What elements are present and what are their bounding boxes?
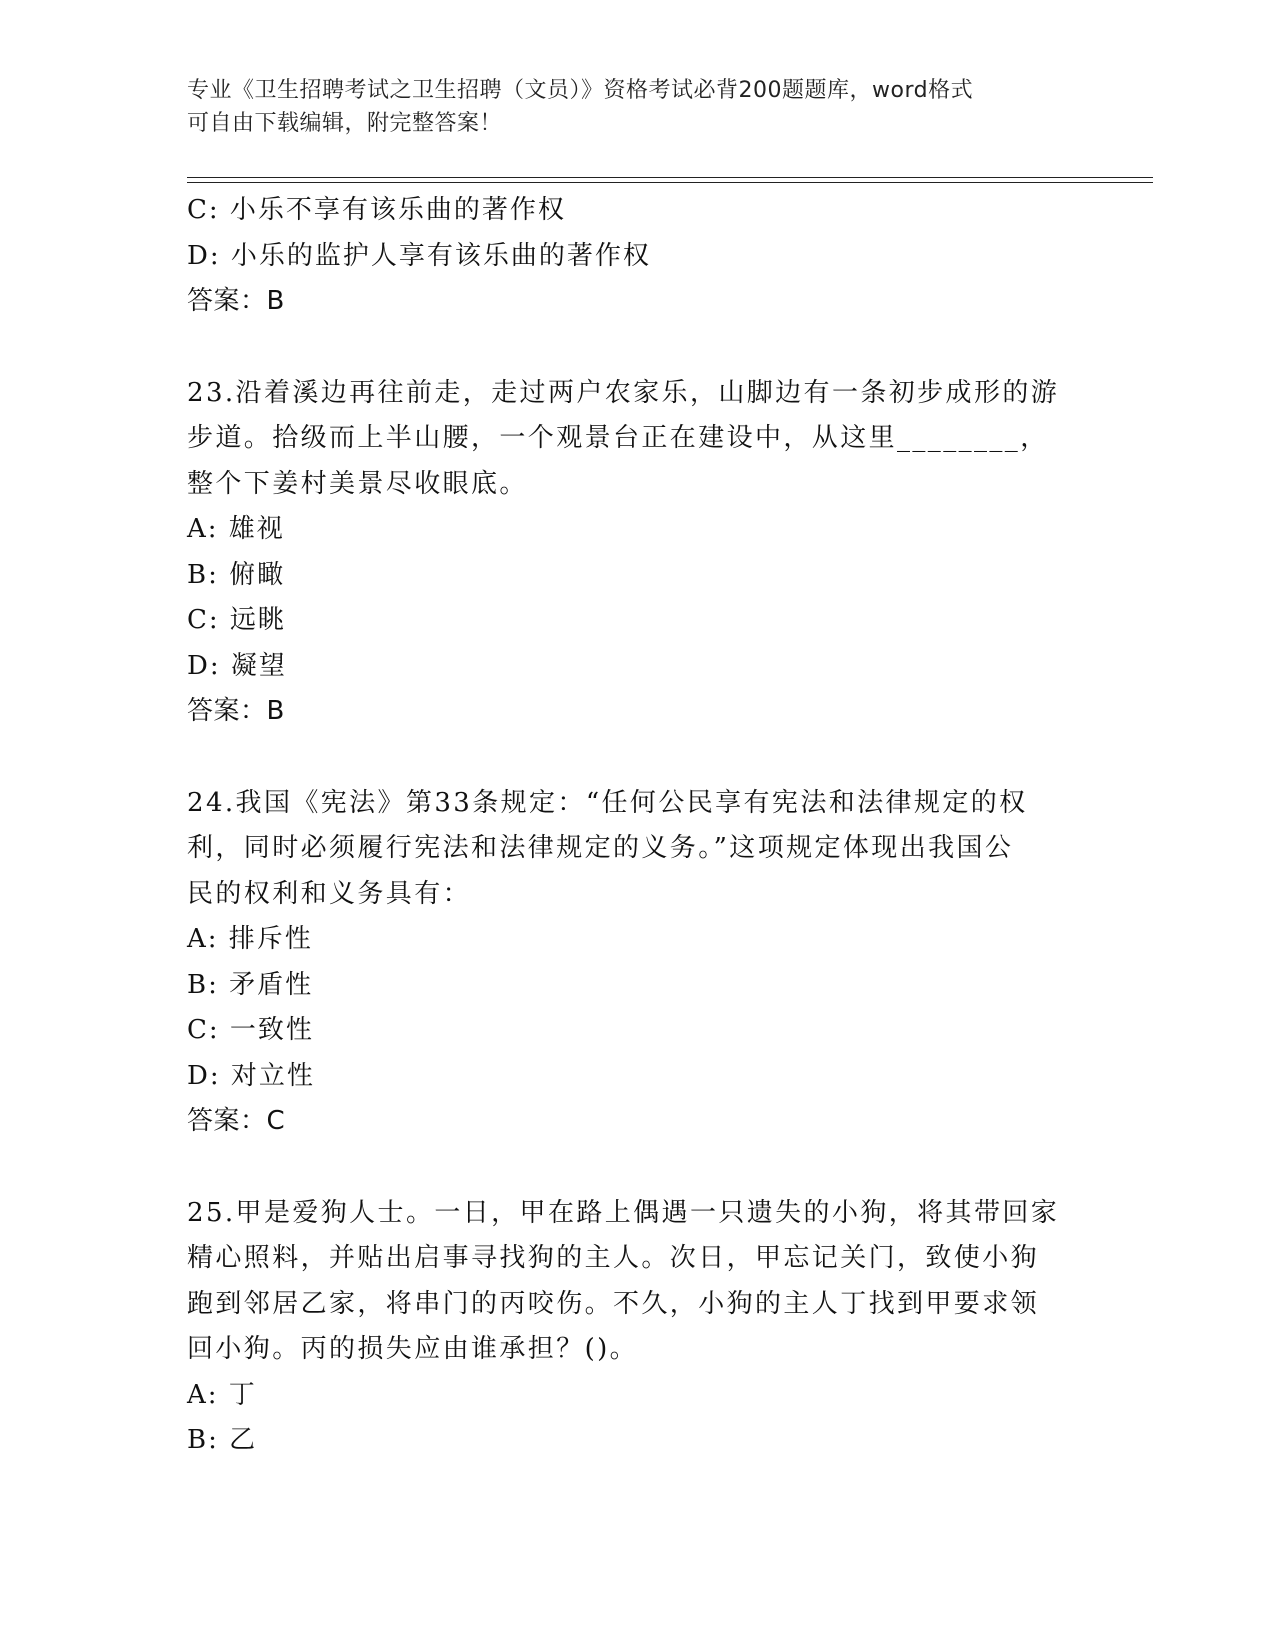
question-text-line: 23.沿着溪边再往前走，走过两户农家乐，山脚边有一条初步成形的游 (187, 377, 1060, 408)
question-text-line: 跑到邻居乙家，将串门的丙咬伤。不久，小狗的主人丁找到甲要求领 (187, 1288, 1040, 1319)
header-line-2: 可自由下载编辑，附完整答案！ (187, 111, 503, 136)
question-22-continuation (187, 188, 1087, 325)
question-text-line: 步道。拾级而上半山腰，一个观景台正在建设中，从这里________， (187, 423, 1049, 453)
question-text (187, 1191, 1087, 1373)
header-line-1: 专业《卫生招聘考试之卫生招聘（文员）》资格考试必背200题题库，word格式 (187, 78, 974, 103)
question-24 (187, 781, 1087, 1145)
option-d: D: 小乐的监护人享有该乐曲的著作权 (187, 240, 651, 271)
document-header (187, 74, 1067, 140)
question-text-line: 利，同时必须履行宪法和法律规定的义务。”这项规定体现出我国公 (187, 833, 1014, 863)
spacer (187, 325, 1087, 371)
option-b: B: 矛盾性 (187, 969, 314, 1000)
option-a: A: 雄视 (187, 514, 285, 544)
option-d: D: 对立性 (187, 1060, 315, 1091)
option-c: C: 一致性 (187, 1015, 314, 1045)
option-a: A: 排斥性 (187, 924, 313, 954)
question-text (187, 371, 1087, 508)
spacer (187, 735, 1087, 781)
answer-line: 答案：B (187, 286, 285, 316)
option-b: B: 俯瞰 (187, 559, 286, 590)
question-23 (187, 371, 1087, 735)
question-text (187, 781, 1087, 918)
spacer (187, 1145, 1087, 1191)
question-25 (187, 1191, 1087, 1464)
header-divider-bottom (187, 182, 1153, 183)
question-text-line: 整个下姜村美景尽收眼底。 (187, 468, 528, 499)
option-c: C: 小乐不享有该乐曲的著作权 (187, 195, 566, 225)
question-text-line: 25.甲是爱狗人士。一日，甲在路上偶遇一只遗失的小狗，将其带回家 (187, 1197, 1060, 1228)
answer-line: 答案：C (187, 1106, 286, 1136)
question-list (187, 188, 1087, 1464)
option-b: B: 乙 (187, 1425, 258, 1455)
answer-line: 答案：B (187, 696, 285, 726)
question-text-line: 回小狗。丙的损失应由谁承担？()。 (187, 1334, 639, 1364)
option-d: D: 凝望 (187, 650, 287, 681)
option-c: C: 远眺 (187, 605, 286, 635)
question-text-line: 精心照料，并贴出启事寻找狗的主人。次日，甲忘记关门，致使小狗 (187, 1243, 1040, 1273)
header-divider-top (187, 177, 1153, 178)
option-a: A: 丁 (187, 1379, 257, 1410)
question-text-line: 民的权利和义务具有： (187, 878, 472, 909)
question-text-line: 24.我国《宪法》第33条规定：“任何公民享有宪法和法律规定的权 (187, 787, 1028, 818)
